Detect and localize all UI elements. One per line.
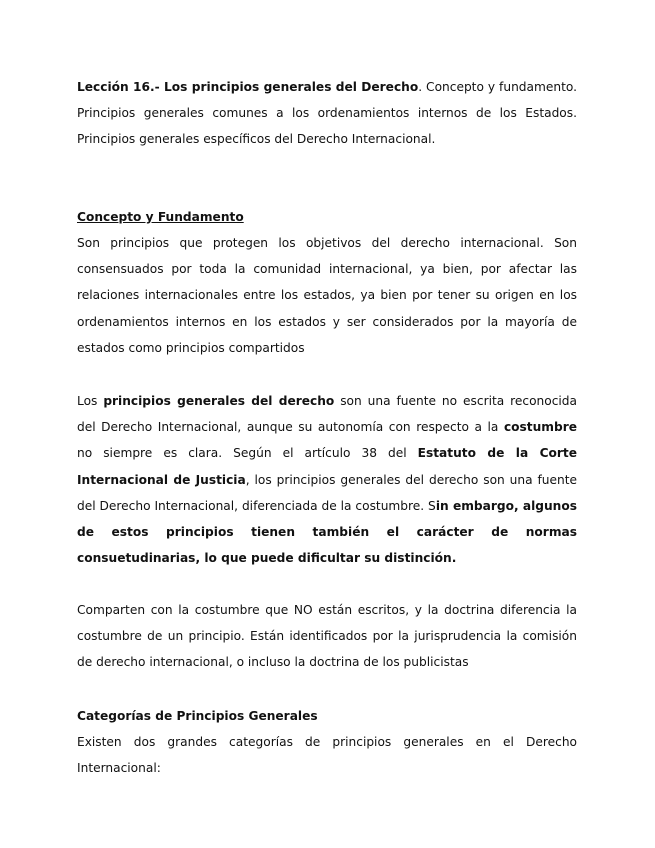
bold-term: in embargo, algunos de estos principios tienen también el carácter de normas consuetudinarias, lo que puede dificultar su distinción. — [77, 498, 577, 566]
intro-paragraph — [77, 74, 577, 153]
categorias-paragraph-1: Existen dos grandes categorías de principios generales en el Derecho Internacional: — [77, 735, 577, 776]
categorias-heading — [77, 703, 577, 729]
bold-term: costumbre — [503, 420, 577, 435]
concepto-heading — [77, 204, 577, 230]
bold-term: Estatuto de la Corte Internacional de Justicia — [77, 446, 578, 487]
intro-text: . Concepto y fundamento. Principios generales comunes a los ordenamientos internos de los Estados. Principios generales específicos del Derecho Internacional. — [77, 80, 577, 147]
concepto-paragraph-2: Los principios generales del derecho son una fuente no escrita reconocida del Derecho Internacional, aunque su autonomía con respecto a la costumbre no siempre es clara. Según el artículo 38 del Estatuto de la Corte Internacional de Justicia, los principios generales del derecho son una fuente del Derecho Internacional, diferenciada de la costumbre. Sin embargo, algunos de estos principios tienen también el carácter de normas consuetudinarias, lo que puede dificultar su distinción. — [77, 394, 578, 566]
concepto-paragraph-1: Son principios que protegen los objetivos del derecho internacional. Son consensuados por toda la comunidad internacional, ya bien, por afectar las relaciones internacionales entre los estados, ya bien por tener su origen en los ordenamientos internos en los estados y ser considerados por la mayoría de estados como principios compartidos — [77, 236, 577, 355]
bold-term: principios generales del derecho — [103, 394, 335, 408]
concepto-paragraph-3: Comparten con la costumbre que NO están escritos, y la doctrina diferencia la costumbre de un principio. Están identificados por la jurisprudencia la comisión de derecho internacional, o incluso la doctrina de los publicistas — [77, 603, 577, 670]
section-heading: Categorías de Principios Generales — [77, 709, 318, 723]
lesson-title: Lección 16.- Los principios generales del Derecho — [77, 80, 419, 94]
section-heading: Concepto y Fundamento — [77, 210, 244, 224]
